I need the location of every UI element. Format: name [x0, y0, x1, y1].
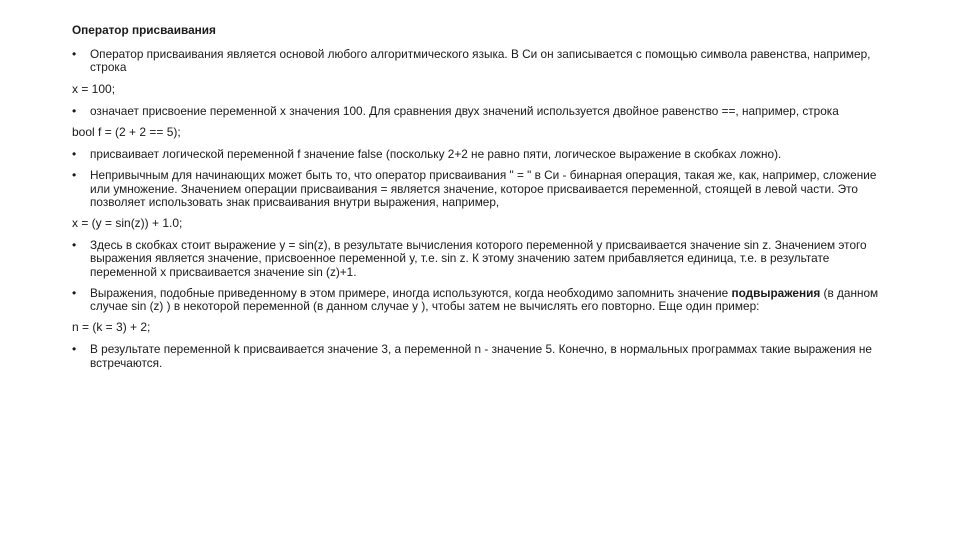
bullet-result — [72, 343, 892, 369]
code-line-bool-f: bool f = (2 + 2 == 5); — [72, 125, 181, 140]
bullet-marker: • — [72, 47, 77, 62]
bullet-text: В результате переменной k присваивается значение 3, а переменной n - значение 5. Конечно, в нормальных программах такие выражения не встречаются. — [90, 342, 872, 370]
bullet-assignment-intro — [72, 48, 892, 74]
bullet-sin-explanation — [72, 239, 892, 279]
bullet-assignment-meaning — [72, 105, 892, 118]
bullet-text-pre: Выражения, подобные приведенному в этом примере, иногда используются, когда необходимо запомнить значение — [90, 285, 732, 300]
bullet-text: означает присвоение переменной x значения 100. Для сравнения двух значений используется двойное равенство ==, например, строка — [90, 103, 839, 118]
code-line-n-k: n = (k = 3) + 2; — [72, 320, 151, 335]
bullet-text: Непривычным для начинающих может быть то, что оператор присваивания " = " в Си - бинарная операция, такая же, как, например, сложение или умножение. Значением операции присваивания = является значение, которое присваивается переменной, стоящей в левой части. Это позволяет использовать знак присваивания внутри выражения, например, — [90, 168, 877, 209]
bullet-text-strong: подвыражения — [731, 285, 821, 300]
bullet-text — [90, 287, 892, 313]
code-line-x-sin: x = (y = sin(z)) + 1.0; — [72, 216, 183, 231]
bullet-subexpression — [72, 287, 892, 313]
bullet-marker: • — [72, 342, 77, 357]
bullet-marker: • — [72, 238, 77, 253]
slide-title: Оператор присваивания — [72, 23, 216, 37]
bullet-marker: • — [72, 168, 77, 183]
bullet-marker: • — [72, 285, 77, 300]
bullet-marker: • — [72, 147, 77, 162]
bullet-false-explanation — [72, 148, 892, 161]
slide-content — [72, 24, 892, 378]
bullet-text: Оператор присваивания является основой любого алгоритмического языка. В Си он записывается с помощью символа равенства, например, строка — [90, 47, 871, 75]
bullet-text-post: (в данном случае sin (z) ) в некоторой переменной (в данном случае y ), чтобы затем не вычислять его повторно. Еще один пример: — [90, 285, 879, 314]
code-line-x-100: x = 100; — [72, 81, 116, 96]
bullet-text: присваивает логической переменной f значение false (поскольку 2+2 не равно пяти, логическое выражение в скобках ложно). — [90, 147, 782, 162]
bullet-binary-operation — [72, 169, 892, 209]
bullet-marker: • — [72, 103, 77, 118]
bullet-text: Здесь в скобках стоит выражение y = sin(z), в результате вычисления которого переменной y присваивается значение sin z. Значением этого выражения является значение, присвоенное переменной y, т.е. sin z. К этому значению затем прибавляется единица, т.е. в результате переменной x присваивается значение sin (z)+1. — [90, 238, 867, 279]
